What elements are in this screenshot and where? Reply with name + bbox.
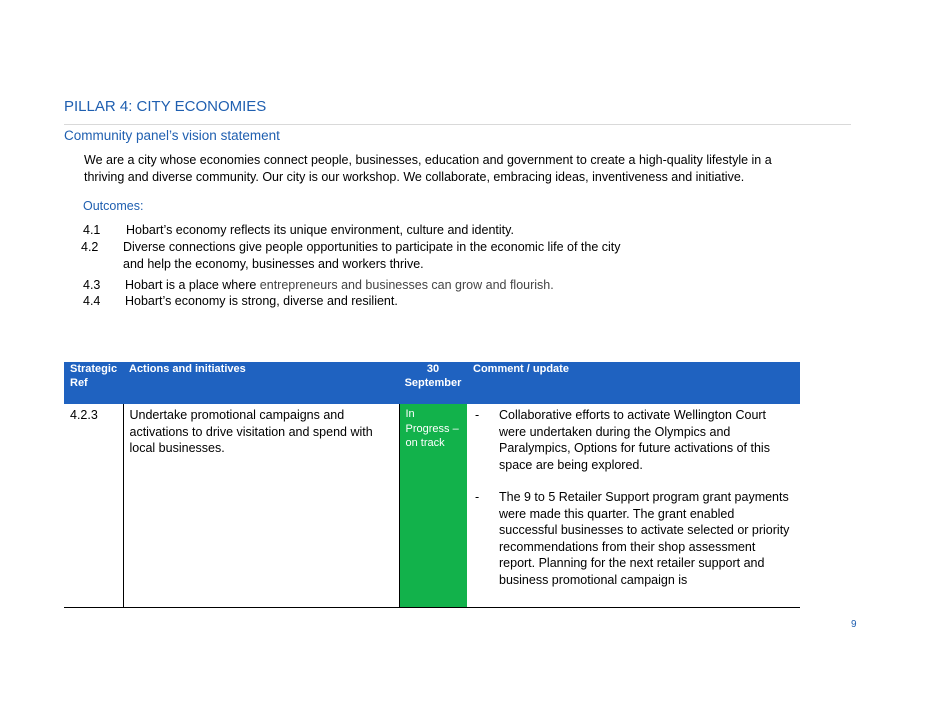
table-header-row	[64, 362, 800, 404]
comment-list	[473, 407, 794, 588]
status-badge: In Progress – on track	[399, 404, 467, 608]
comment-text: Collaborative efforts to activate Wellington Court were undertaken during the Olympics and Paralympics, Options for future activations of this space are being explored.	[499, 408, 770, 472]
outcome-4-3	[83, 277, 683, 294]
vision-line-1: We are a city whose economies connect people, businesses, education and government to create a high-quality lifestyle in a	[84, 153, 772, 167]
page-number: 9	[851, 619, 857, 630]
page-title: PILLAR 4: CITY ECONOMIES	[64, 98, 267, 115]
outcome-text-part-1: Hobart is a place where	[125, 278, 260, 292]
outcome-text: Hobart’s economy reflects its unique environment, culture and identity.	[126, 223, 514, 237]
cell-action: Undertake promotional campaigns and activations to drive visitation and spend with local businesses.	[123, 404, 399, 608]
vision-statement	[84, 152, 814, 185]
comment-text: The 9 to 5 Retailer Support program grant payments were made this quarter. The grant enabled successful businesses to activate selected or priority recommendations from their shop assessment report. Planning for the next retailer support and business promotional campaign is	[499, 490, 790, 587]
table-row	[64, 404, 800, 608]
cell-ref: 4.2.3	[64, 404, 123, 608]
actions-table	[64, 362, 800, 608]
outcome-text-line-2: and help the economy, businesses and workers thrive.	[123, 256, 424, 271]
dash-bullet: -	[475, 490, 480, 504]
header-comment: Comment / update	[467, 362, 800, 404]
title-divider	[64, 124, 851, 125]
outcome-number: 4.4	[83, 294, 101, 308]
outcome-text: Hobart’s economy is strong, diverse and resilient.	[125, 294, 398, 308]
outcome-4-4	[83, 293, 683, 310]
header-strategic-ref: Strategic Ref	[64, 362, 123, 404]
outcome-text-line-1: Diverse connections give people opportunities to participate in the economic life of the city	[123, 240, 621, 254]
list-item	[473, 489, 794, 588]
cell-comment	[467, 404, 800, 608]
outcome-text-part-2: entrepreneurs and businesses can grow and flourish.	[259, 278, 554, 292]
list-item	[473, 407, 794, 473]
outcome-4-1	[83, 222, 683, 239]
outcome-number: 4.3	[83, 278, 101, 292]
vision-line-2: thriving and diverse community. Our city is our workshop. We collaborate, embracing ideas, inventiveness and initiative.	[84, 169, 745, 184]
header-date: 30 September	[399, 362, 467, 404]
dash-bullet: -	[475, 408, 480, 422]
outcome-number: 4.1	[83, 223, 101, 237]
outcome-4-2	[81, 239, 701, 273]
header-actions: Actions and initiatives	[123, 362, 399, 404]
vision-heading: Community panel’s vision statement	[64, 128, 280, 143]
outcome-text	[125, 277, 554, 294]
outcomes-heading: Outcomes:	[83, 199, 144, 213]
outcome-number: 4.2	[81, 240, 99, 254]
